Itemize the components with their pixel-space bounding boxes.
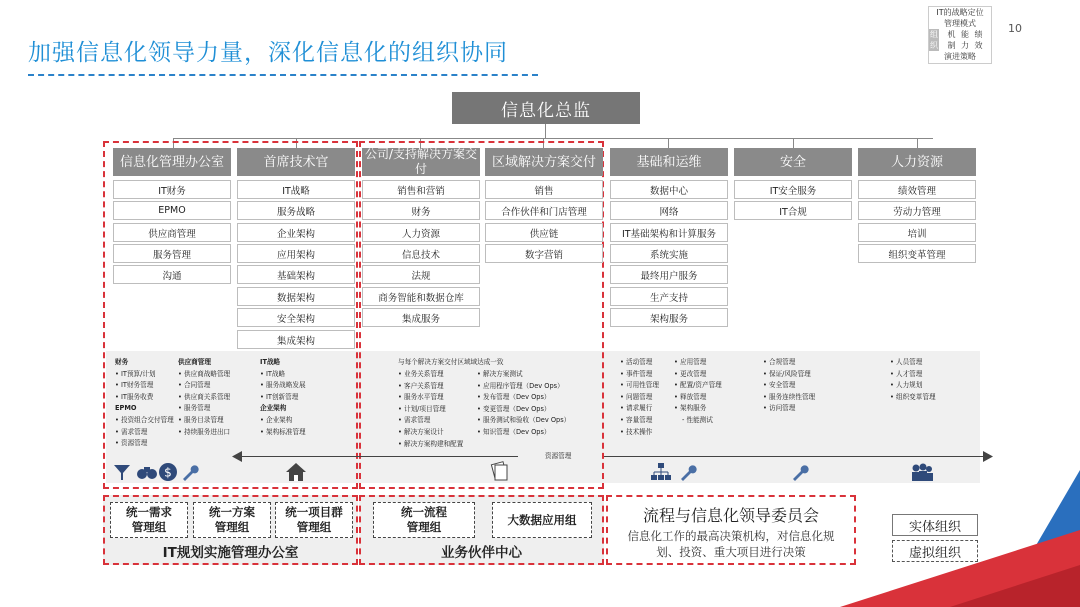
detail-item: • 人才管理 [890,369,923,378]
function-item: 财务 [362,201,480,220]
column-header-security: 安全 [734,148,852,176]
solution-management-box: 统一方案 管理组 [193,502,271,538]
detail-item: • 可用性管理 [620,381,659,390]
detail-item: • 需求管理 [115,427,148,436]
detail-item: • 访问管理 [763,404,796,413]
wrench-icon [180,462,200,482]
detail-item: • 客户关系管理 [398,381,444,390]
detail-item: • 服务水平管理 [398,393,444,402]
detail-item: • 服务管理 [178,404,211,413]
detail-item: • 解决方案构建和配置 [398,439,464,448]
detail-item: • 请求履行 [620,404,653,413]
detail-item: • 服务目录管理 [178,415,224,424]
detail-item: • 供应商战略管理 [178,369,231,378]
function-item: 服务管理 [113,244,231,263]
detail-heading: 供应商管理 [178,358,211,366]
detail-heading-solutions: 与每个解决方案交付区域域达成一致 [398,358,504,366]
function-item: 供应链 [485,223,603,242]
it-planning-office-label: IT规划实施管理办公室 [162,545,299,561]
detail-item: • 资源管理 [115,439,148,448]
detail-item: • 架构服务 [674,404,707,413]
function-item: 数据中心 [610,180,728,199]
strategy-row-b: 制 力 效 [947,41,983,50]
column-header-corporate-solutions: 公司/支持解决方案交付 [362,148,480,176]
dollar-icon [158,462,178,482]
title-divider [28,74,538,76]
wrench-icon [790,462,810,482]
detail-item: • 需求管理 [398,416,431,425]
function-item: 销售和营销 [362,180,480,199]
connector [545,124,546,138]
function-item: 培训 [858,223,976,242]
column-header-cto: 首席技术官 [237,148,355,176]
arrow-left-head [232,451,242,462]
detail-item: • 合同管理 [178,381,211,390]
detail-item: • IT预算/计划 [115,369,156,378]
detail-list-hr [890,357,936,403]
function-item: 系统实施 [610,244,728,263]
detail-item: • 问题管理 [620,392,653,401]
arrow-right-head [983,451,993,462]
committee-title: 流程与信息化领导委员会 [642,506,819,525]
big-data-box: 大数据应用组 [492,502,592,538]
function-item: 人力资源 [362,223,480,242]
strategy-thumbnail [928,6,992,64]
column-header-infra-ops: 基础和运维 [610,148,728,176]
detail-item: • 保证/风险管理 [763,369,811,378]
detail-item: • 解决方案设计 [398,427,444,436]
function-item: IT基础架构和计算服务 [610,223,728,242]
detail-item: • 变更管理（Dev Ops） [477,404,551,413]
detail-item: • 解决方案测试 [477,370,523,378]
detail-heading: IT战略 [260,358,281,366]
detail-item: • 释放管理 [674,392,707,401]
detail-heading: EPMO [115,404,137,413]
connector [668,138,669,148]
function-item: 安全架构 [237,308,355,327]
committee-description: 信息化工作的最高决策机构，对信息化规划、投资、重大项目进行决策 [627,529,835,559]
function-item: IT合规 [734,201,852,220]
function-item: 服务战略 [237,201,355,220]
detail-item: • 计划/项目管理 [398,404,446,413]
function-item: 供应商管理 [113,223,231,242]
function-item: IT财务 [113,180,231,199]
detail-item: • 安全管理 [763,381,796,390]
director-box: 信息化总监 [452,92,640,124]
function-item: 合作伙伴和门店管理 [485,201,603,220]
wrench-icon [678,462,698,482]
detail-item: • 组织变革管理 [890,392,936,401]
function-item: IT安全服务 [734,180,852,199]
detail-item: • 人员管理 [890,358,923,366]
function-item: 劳动力管理 [858,201,976,220]
filter-icon [112,462,132,482]
function-item: 集成架构 [237,330,355,349]
function-item: 集成服务 [362,308,480,327]
detail-item: • IT战略 [260,369,286,378]
arrow-right [604,456,984,457]
function-item: 商务智能和数据仓库 [362,287,480,306]
detail-list-ops-b [674,357,722,427]
detail-item: • 企业架构 [260,415,293,424]
detail-list-cto [260,357,306,438]
detail-list-solutions-b [477,369,570,439]
detail-item: • 业务关系管理 [398,370,444,378]
corner-decoration [830,470,1080,607]
connector [917,138,918,148]
org-chart-icon [650,462,672,482]
detail-item: • 配置/资产管理 [674,381,722,390]
detail-item: • 应用程序管理（Dev Ops） [477,381,564,390]
function-item: 架构服务 [610,308,728,327]
svg-text:$: $ [164,465,172,480]
column-header-it-office: 信息化管理办公室 [113,148,231,176]
function-item: 数字营销 [485,244,603,263]
detail-item: • 投资组合交付管理 [115,415,174,424]
strategy-line3: 演进策略 [944,52,976,61]
detail-list-security [763,357,815,415]
page-number: 10 [1008,22,1022,35]
detail-item: • IT服务收费 [115,392,154,401]
connector [173,138,933,139]
detail-item: • 持续服务进出口 [178,427,231,436]
strategy-line2: 管理模式 [944,19,976,28]
home-icon [285,462,307,482]
detail-item: - 性能测试 [682,415,713,424]
function-item: 基础架构 [237,265,355,284]
demand-management-box: 统一需求 管理组 [110,502,188,538]
detail-resource-management: 资源管理 [545,452,572,460]
function-item: 沟通 [113,265,231,284]
detail-list-supplier [178,357,230,438]
detail-item: • 发布管理（Dev Ops） [477,393,551,402]
strategy-side: 组织 [930,30,938,50]
program-management-box: 统一项目群 管理组 [275,502,353,538]
function-item: 数据架构 [237,287,355,306]
strategy-row-a: 机 能 绩 [947,30,983,39]
business-partner-center-label: 业务伙伴中心 [441,545,522,561]
connector [793,138,794,148]
strategy-line1: IT的战略定位 [936,8,984,17]
detail-list-ops-a [620,357,659,438]
detail-item: • 服务连续性管理 [763,392,816,401]
detail-item: • IT财务管理 [115,381,154,390]
page-title: 加强信息化领导力量，深化信息化的组织协同 [28,40,508,66]
detail-item: • 更改管理 [674,369,707,378]
function-item: 网络 [610,201,728,220]
function-item: 法规 [362,265,480,284]
detail-item: • 服务测试和验收（Dev Ops） [477,416,571,425]
function-item: 组织变革管理 [858,244,976,263]
function-item: EPMO [113,201,231,220]
function-item: IT战略 [237,180,355,199]
function-item: 生产支持 [610,287,728,306]
arrow-left [240,456,518,457]
column-header-hr: 人力资源 [858,148,976,176]
detail-item: • 人力规划 [890,381,923,390]
detail-item: • 活动管理 [620,358,653,366]
detail-item: • 知识管理（Dev Ops） [477,427,551,436]
detail-item: • 应用管理 [674,358,707,366]
detail-heading: 企业架构 [260,404,287,413]
detail-item: • 供应商关系管理 [178,392,231,401]
process-management-box: 统一流程 管理组 [373,502,475,538]
detail-list-office [115,357,174,450]
function-item: 应用架构 [237,244,355,263]
function-item: 绩效管理 [858,180,976,199]
function-item: 企业架构 [237,223,355,242]
binoculars-icon [136,462,158,482]
detail-item: • IT创新管理 [260,392,299,401]
column-header-regional-solutions: 区域解决方案交付 [485,148,603,176]
legend-virtual-org: 虚拟组织 [892,540,978,562]
detail-item: • 事件管理 [620,369,653,378]
detail-item: • 合规管理 [763,358,796,366]
document-icon [488,460,510,482]
detail-list-solutions-a [398,369,463,450]
detail-item: • 服务战略发展 [260,381,306,390]
function-item: 信息技术 [362,244,480,263]
detail-item: • 架构标准管理 [260,427,306,436]
function-item: 销售 [485,180,603,199]
function-item: 最终用户服务 [610,265,728,284]
detail-item: • 技术操作 [620,427,653,436]
detail-item: • 容量管理 [620,415,653,424]
legend-solid-org: 实体组织 [892,514,978,536]
detail-heading: 财务 [115,358,129,366]
